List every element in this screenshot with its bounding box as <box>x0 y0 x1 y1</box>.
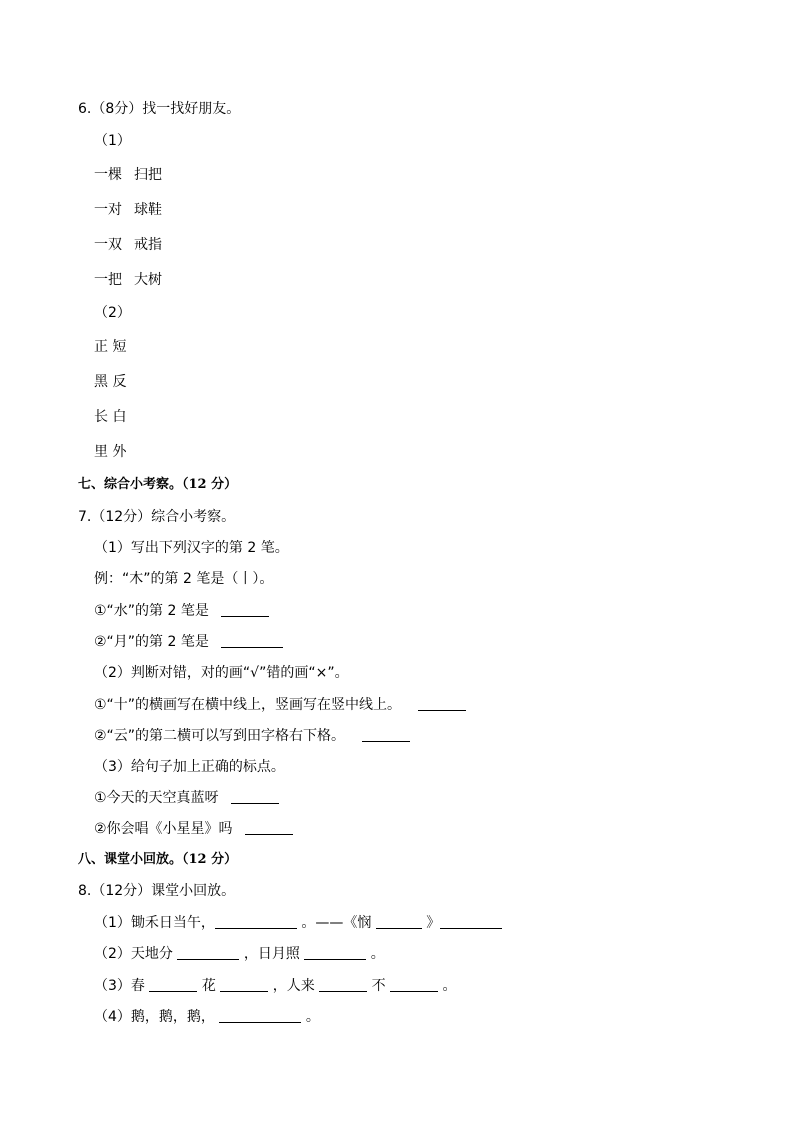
q7-judge2 <box>94 727 410 745</box>
q6-header: 6.（8分）找一找好朋友。 <box>78 101 241 117</box>
q6-p1-left: 一棵 <box>94 167 122 183</box>
q6-p1-right: 大树 <box>134 272 162 288</box>
answer-blank[interactable] <box>362 727 410 742</box>
q6-p2-right: 反 <box>112 374 127 390</box>
q8-line3 <box>94 977 457 995</box>
q6-part2-label: （2） <box>94 305 131 321</box>
q8-line4-text: 。 <box>305 1009 320 1025</box>
q8-line3-text: （3）春 <box>94 978 145 994</box>
answer-blank[interactable] <box>221 602 269 617</box>
answer-blank[interactable] <box>177 945 239 960</box>
answer-blank[interactable] <box>319 977 367 992</box>
q6-p2-row <box>94 408 126 426</box>
q7-item2-text: ②“月”的第 2 笔是 <box>94 634 209 650</box>
answer-blank[interactable] <box>245 820 293 835</box>
q6-p2-right: 外 <box>112 444 127 460</box>
answer-blank[interactable] <box>220 977 268 992</box>
q8-line1-text: （1）锄禾日当午， <box>94 915 215 931</box>
q7-judge1 <box>94 696 466 714</box>
q7-item2 <box>94 633 283 651</box>
q8-header: 8.（12分）课堂小回放。 <box>78 883 236 899</box>
q6-p2-left: 黑 <box>94 374 108 390</box>
q6-p1-right: 戒指 <box>134 237 162 253</box>
q7-part2: （2）判断对错，对的画“√”错的画“×”。 <box>94 665 349 681</box>
q6-p2-row <box>94 373 126 391</box>
q8-line3-text: 不 <box>371 978 386 994</box>
q6-p2-row <box>94 443 126 461</box>
q6-p1-right: 球鞋 <box>134 202 162 218</box>
answer-blank[interactable] <box>221 633 283 648</box>
q8-line4-text: （4）鹅，鹅，鹅， <box>94 1009 215 1025</box>
q8-line3-text: 。 <box>442 978 457 994</box>
q7-sentence1 <box>94 789 279 807</box>
q7-judge1-text: ①“十”的横画写在横中线上，竖画写在竖中线上。 <box>94 697 402 713</box>
q6-p1-right: 扫把 <box>134 167 162 183</box>
answer-blank[interactable] <box>231 789 279 804</box>
q8-line2-text: ，日月照 <box>243 946 300 962</box>
q6-p2-left: 正 <box>94 339 108 355</box>
q7-sentence2 <box>94 820 293 838</box>
q7-header: 7.（12分）综合小考察。 <box>78 509 236 525</box>
q8-line2-text: 。 <box>370 946 385 962</box>
answer-blank[interactable] <box>149 977 197 992</box>
q8-line1-text: 。——《悯 <box>301 915 372 931</box>
section8-heading: 八、课堂小回放。（12 分） <box>78 852 238 867</box>
q7-judge2-text: ②“云”的第二横可以写到田字格右下格。 <box>94 728 346 744</box>
q6-p1-row <box>94 201 162 219</box>
answer-blank[interactable] <box>376 914 422 929</box>
q7-item1-text: ①“水”的第 2 笔是 <box>94 603 209 619</box>
answer-blank[interactable] <box>440 914 502 929</box>
q6-p1-row <box>94 271 162 289</box>
q8-line2 <box>94 945 385 963</box>
q7-sentence1-text: ①今天的天空真蓝呀 <box>94 790 219 806</box>
q7-sentence2-text: ②你会唱《小星星》吗 <box>94 821 233 837</box>
q8-line1 <box>94 914 502 932</box>
q6-p1-row <box>94 236 162 254</box>
q8-line3-text: ，人来 <box>272 978 315 994</box>
q6-p2-left: 里 <box>94 444 108 460</box>
q7-part1: （1）写出下列汉字的第 2 笔。 <box>94 540 289 556</box>
q8-line1-text: 》 <box>426 915 441 931</box>
q7-item1 <box>94 602 269 620</box>
answer-blank[interactable] <box>215 914 297 929</box>
answer-blank[interactable] <box>390 977 438 992</box>
answer-blank[interactable] <box>304 945 366 960</box>
q7-part3: （3）给句子加上正确的标点。 <box>94 759 285 775</box>
q6-p2-right: 短 <box>112 339 127 355</box>
q6-p1-left: 一把 <box>94 272 122 288</box>
q8-line2-text: （2）天地分 <box>94 946 173 962</box>
answer-blank[interactable] <box>219 1008 301 1023</box>
q6-p2-row <box>94 338 126 356</box>
q6-part1-label: （1） <box>94 133 131 149</box>
q6-p1-left: 一对 <box>94 202 122 218</box>
q8-line3-text: 花 <box>201 978 216 994</box>
answer-blank[interactable] <box>418 696 466 711</box>
q8-line4 <box>94 1008 320 1026</box>
q6-p2-right: 白 <box>112 409 127 425</box>
q6-p1-left: 一双 <box>94 237 122 253</box>
q7-example: 例：“木”的第 2 笔是（丨）。 <box>94 571 274 587</box>
section7-heading: 七、综合小考察。（12 分） <box>78 477 238 492</box>
q6-p2-left: 长 <box>94 409 108 425</box>
q6-p1-row <box>94 166 162 184</box>
